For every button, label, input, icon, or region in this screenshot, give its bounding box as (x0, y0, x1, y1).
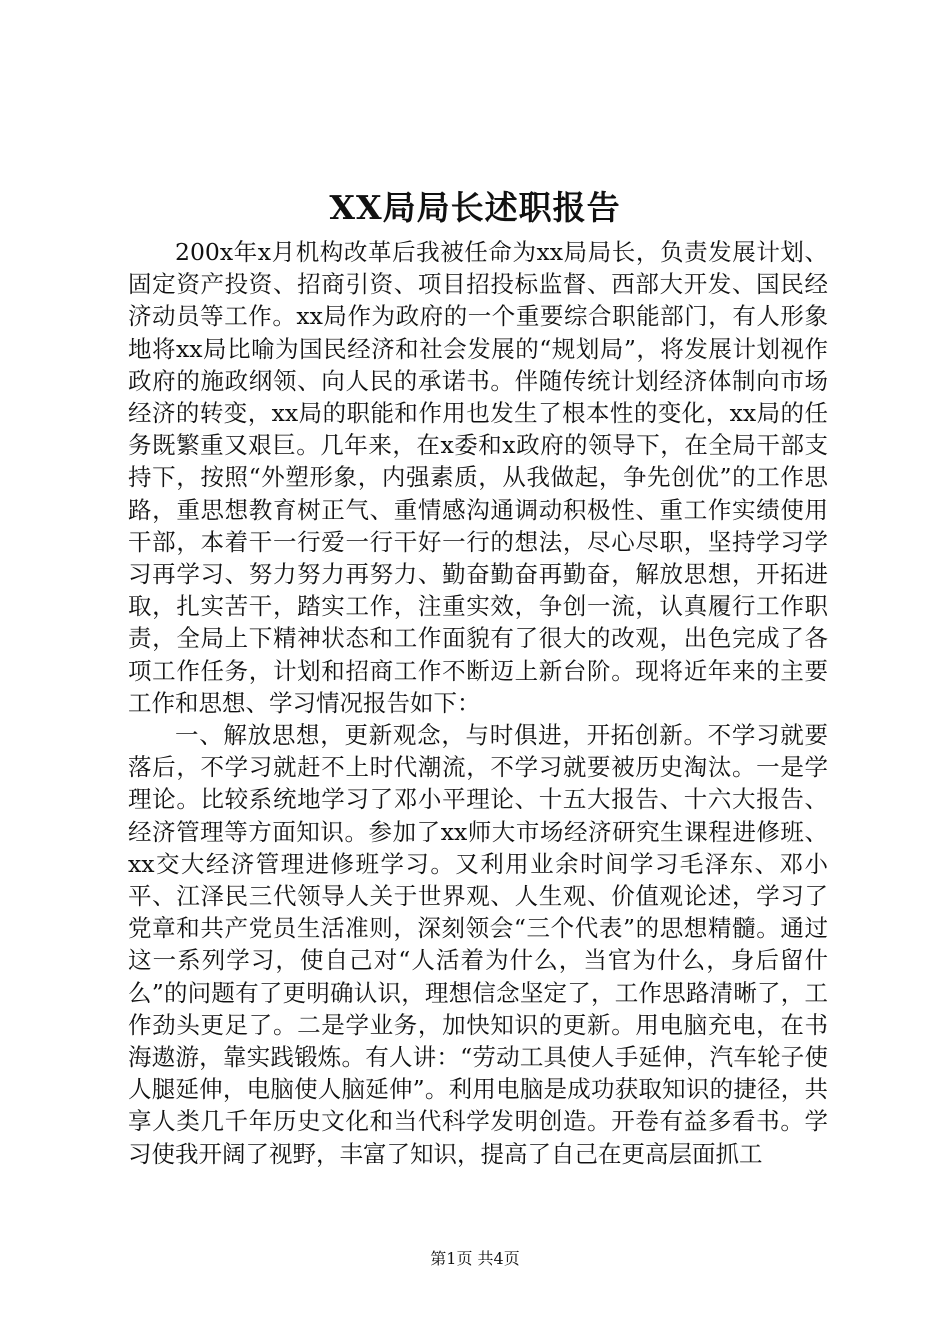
document-title: XX局局长述职报告 (329, 188, 621, 227)
page-number-footer: 第1页 共4页 (430, 1249, 520, 1268)
body-paragraph-2: 一、解放思想，更新观念，与时俱进，开拓创新。不学习就要落后，不学习就赶不上时代潮流，不学习就要被历史淘汰。一是学理论。比较系统地学习了邓小平理论、十五大报告、十六大报告、经济管理等方面知识。参加了xx师大市场经济研究生课程进修班、xx交大经济管理进修班学习。又利用业余时间学习毛泽东、邓小平、江泽民三代领导人关于世界观、人生观、价值观论述，学习了党章和共产党员生活准则，深刻领会“三个代表”的思想精髓。通过这一系列学习，使自己对“人活着为什么，当官为什么，身后留什么”的问题有了更明确认识，理想信念坚定了，工作思路清晰了，工作劲头更足了。二是学业务，加快知识的更新。用电脑充电，在书海遨游，靠实践锻炼。有人讲：“劳动工具使人手延伸，汽车轮子使人腿延伸，电脑使人脑延伸”。利用电脑是成功获取知识的捷径，共享人类几千年历史文化和当代科学发明创造。开卷有益多看书。学习使我开阔了视野，丰富了知识，提高了自己在更高层面抓工 (128, 721, 828, 1168)
body-paragraph-1: 200x年x月机构改革后我被任命为xx局局长，负责发展计划、固定资产投资、招商引资、项目招投标监督、西部大开发、国民经济动员等工作。xx局作为政府的一个重要综合职能部门，有人形象地将xx局比喻为国民经济和社会发展的“规划局”，将发展计划视作政府的施政纲领、向人民的承诺书。伴随传统计划经济体制向市场经济的转变，xx局的职能和作用也发生了根本性的变化，xx局的任务既繁重又艰巨。几年来，在x委和x政府的领导下，在全局干部支持下，按照“外塑形象，内强素质，从我做起，争先创优”的工作思路，重思想教育树正气、重情感沟通调动积极性、重工作实绩使用干部，本着干一行爱一行干好一行的想法，尽心尽职，坚持学习学习再学习、努力努力再努力、勤奋勤奋再勤奋，解放思想，开拓进取，扎实苦干，踏实工作，注重实效，争创一流，认真履行工作职责，全局上下精神状态和工作面貌有了很大的改观，出色完成了各项工作任务，计划和招商工作不断迈上新台阶。现将近年来的主要工作和思想、学习情况报告如下： (128, 238, 828, 717)
document-body (128, 236, 828, 1170)
